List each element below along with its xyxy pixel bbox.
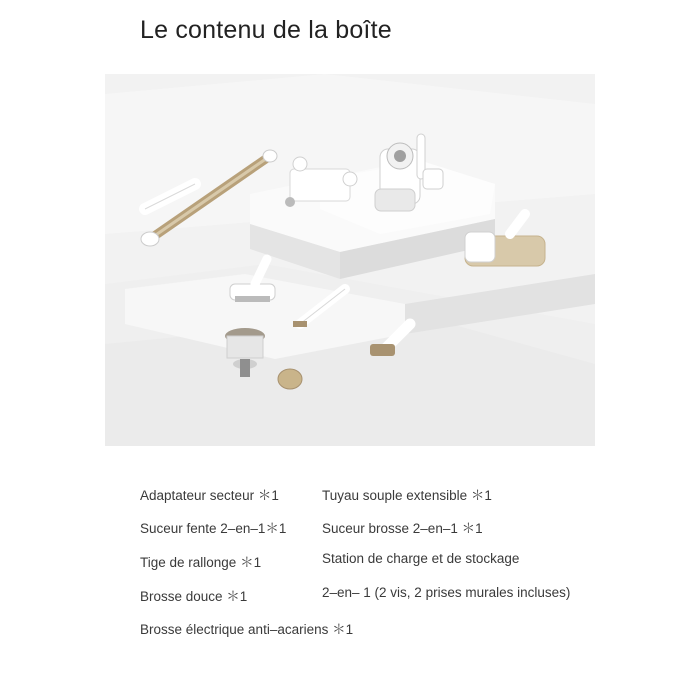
contents-item-tuyau: Tuyau souple extensible ＊1: [322, 488, 492, 503]
contents-item-suceur-fente: Suceur fente 2–en–1＊1: [140, 521, 287, 536]
product-contents-photo: [105, 74, 595, 446]
contents-item-2en1: 2–en– 1 (2 vis, 2 prises murales incluses): [322, 585, 571, 600]
page-title: Le contenu de la boîte: [140, 16, 392, 44]
contents-item-tige: Tige de rallonge ＊1: [140, 555, 262, 570]
contents-item-suceur-brosse: Suceur brosse 2–en–1 ＊1: [322, 521, 483, 536]
contents-item-brosse-douce: Brosse douce ＊1: [140, 589, 248, 604]
contents-item-brosse-electrique: Brosse électrique anti–acariens ＊1: [140, 622, 354, 637]
contents-item-station: Station de charge et de stockage: [322, 551, 520, 566]
contents-item-adaptateur: Adaptateur secteur ＊1: [140, 488, 279, 503]
